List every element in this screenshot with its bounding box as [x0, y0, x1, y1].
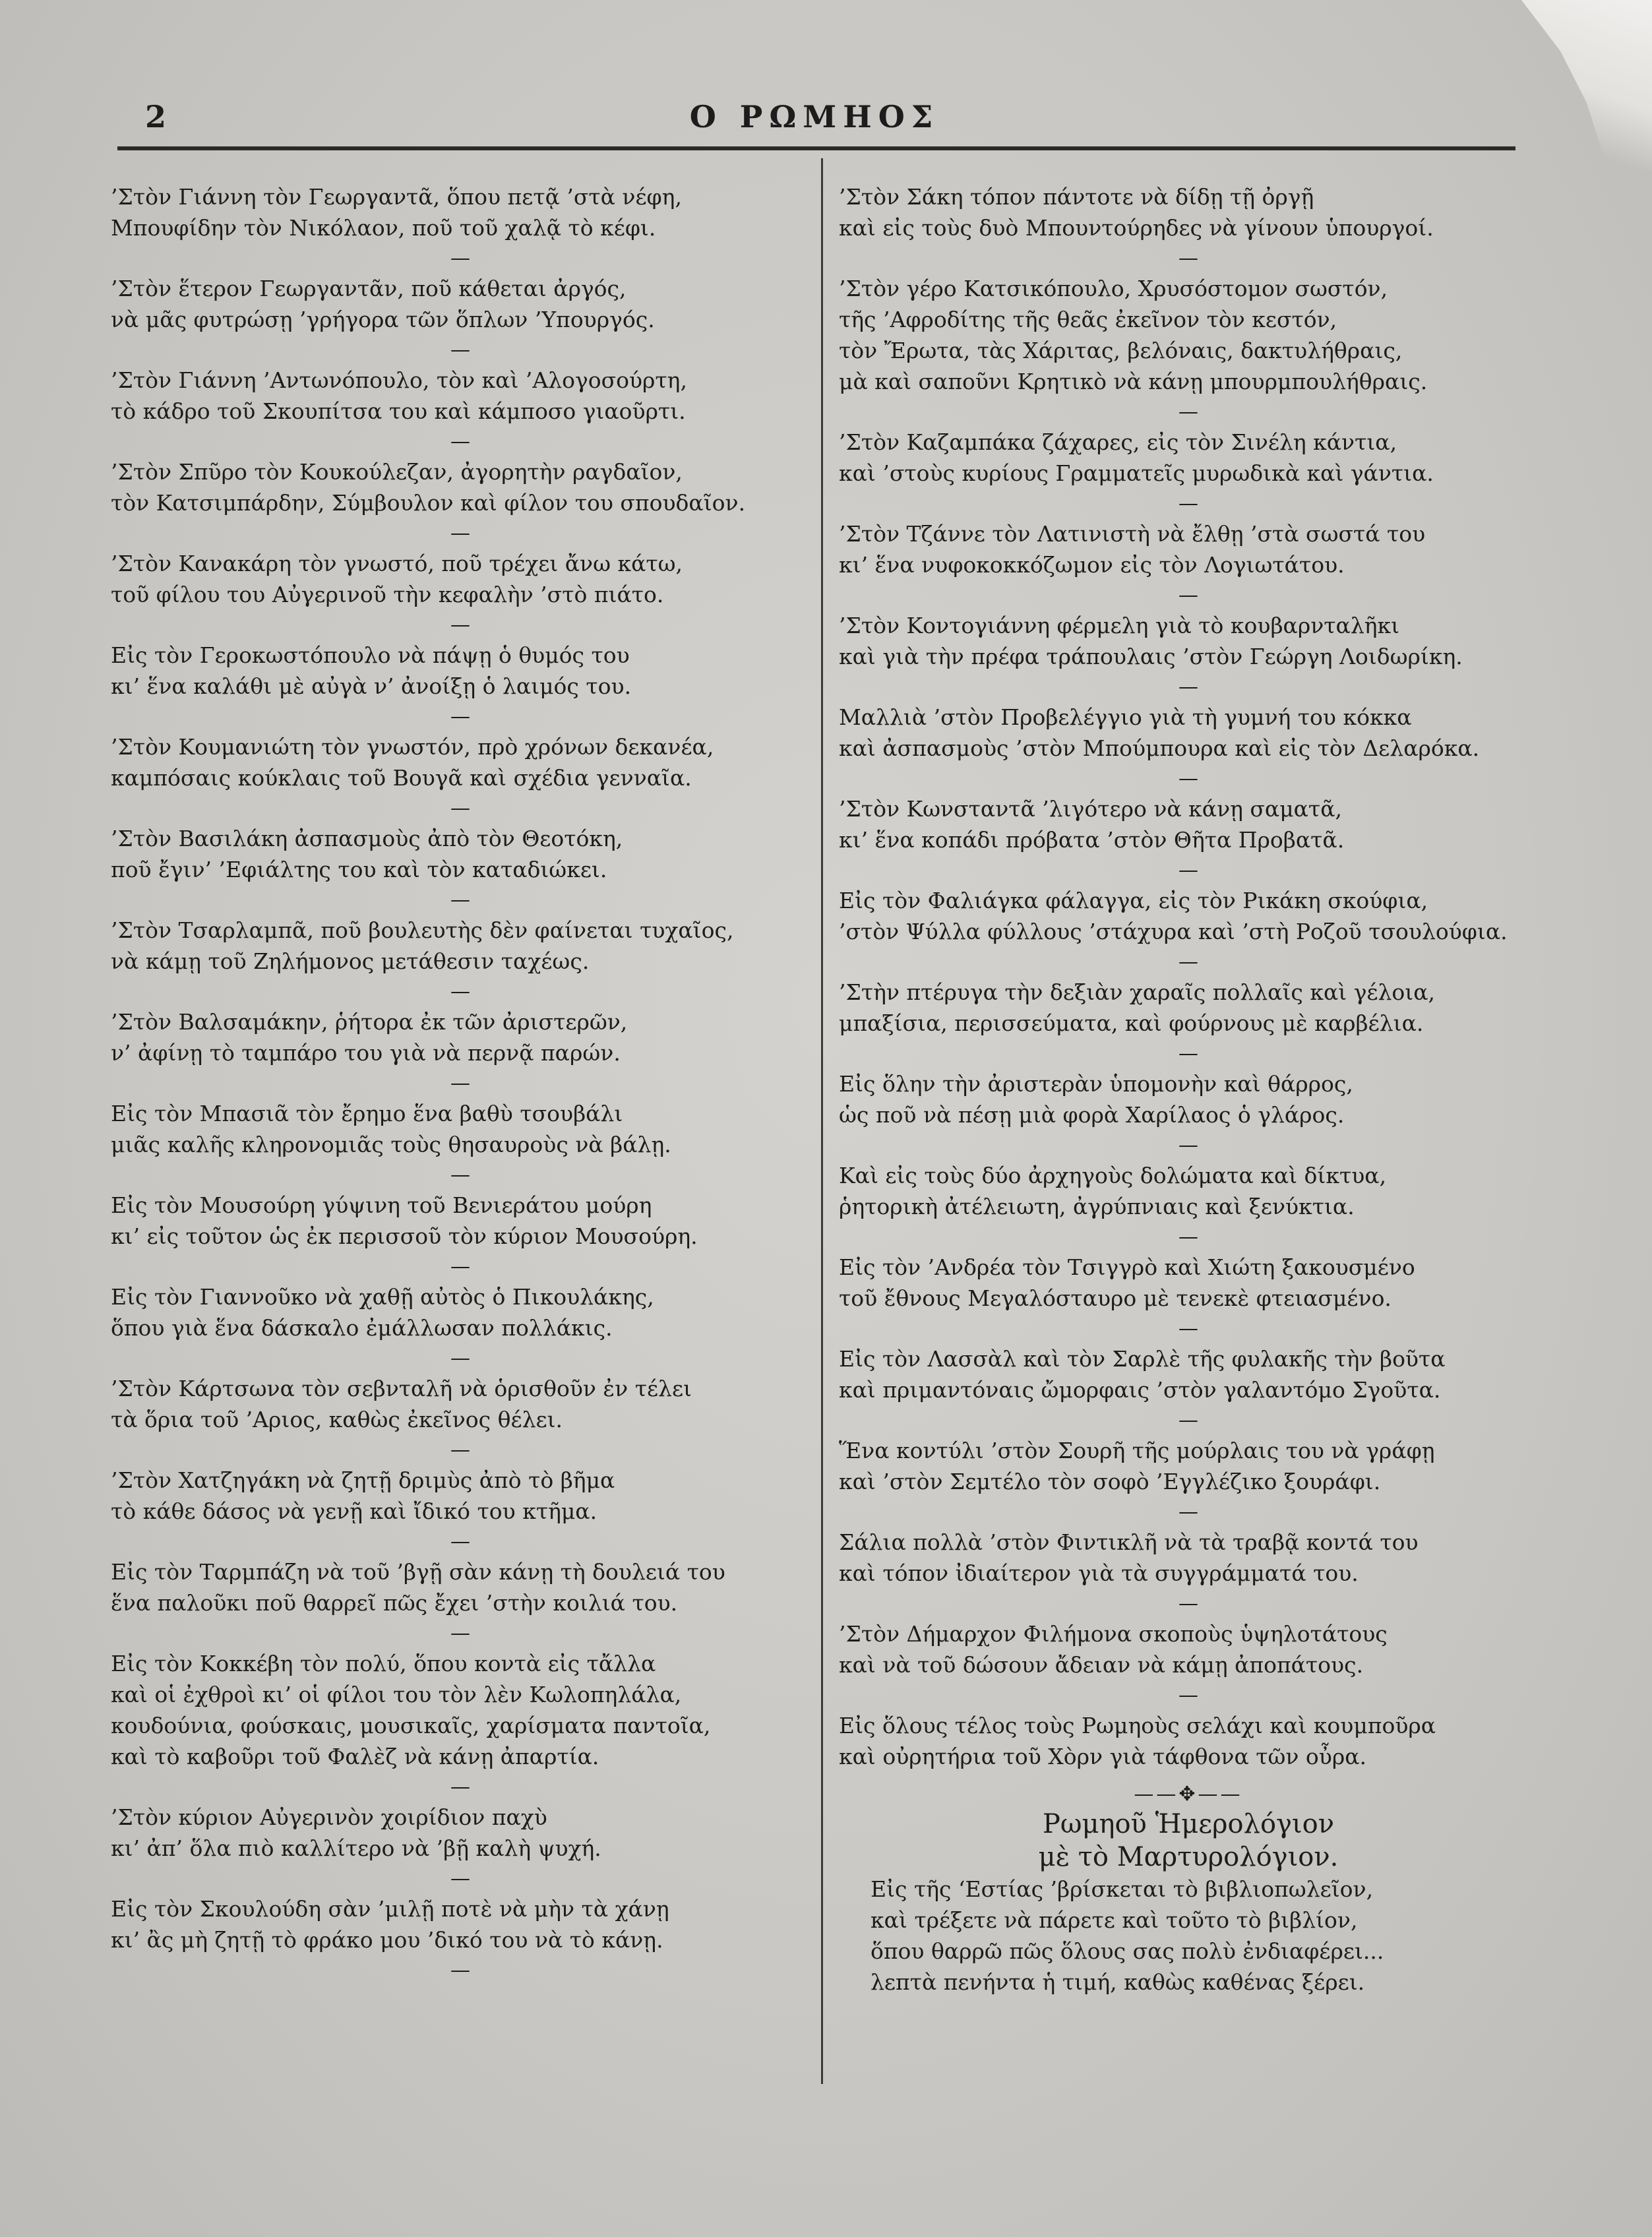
verse-line: Σάλια πολλὰ ’στὸν Φιντικλῆ νὰ τὰ τραβᾷ κοντά του — [839, 1529, 1419, 1555]
verse-line: ν’ ἀφίνῃ τὸ ταμπάρο του γιὰ νὰ περνᾷ παρών. — [111, 1040, 621, 1066]
stanza — [111, 640, 810, 702]
stanza-separator: — — [1178, 584, 1198, 607]
verse-line: κι’ ἕνα καλάθι μὲ αὐγὰ ν’ ἀνοίξῃ ὁ λαιμός του. — [111, 673, 632, 699]
header-rule — [117, 146, 1515, 150]
verse-line: κι’ ἕνα νυφοκοκκόζωμον εἰς τὸν Λογιωτάτου. — [839, 552, 1345, 578]
stanza-separator: — — [1178, 1684, 1198, 1707]
verse-line: ’Στὸν Τζάννε τὸν Λατινιστὴ νὰ ἔλθῃ ’στὰ σωστά του — [839, 521, 1426, 547]
verse-line: Εἰς τὸν Γεροκωστόπουλο νὰ πάψῃ ὁ θυμός του — [111, 642, 630, 668]
stanza — [839, 1527, 1538, 1589]
verse-line: καὶ νὰ τοῦ δώσουν ἄδειαν νὰ κάμῃ ἀποπάτους. — [839, 1652, 1364, 1678]
verse-line: ὡς ποῦ νὰ πέσῃ μιὰ φορὰ Χαρίλαος ὁ γλάρος. — [839, 1102, 1345, 1128]
stanza-separator: — — [450, 1347, 470, 1370]
stanza-separator: — — [450, 613, 470, 636]
verse-line: ’Στὸν Σπῦρο τὸν Κουκούλεζαν, ἀγορητὴν ραγδαῖον, — [111, 459, 683, 485]
torn-corner — [1434, 0, 1652, 171]
stanza-separator: — — [1178, 1592, 1198, 1615]
stanza-separator: — — [450, 1622, 470, 1645]
verse-line: ’Στὸν Κουμανιώτη τὸν γνωστόν, πρὸ χρόνων δεκανέα, — [111, 734, 714, 760]
verse-line: κι’ ἀπ’ ὅλα πιὸ καλλίτερο νὰ ’βῇ καλὴ ψυχή. — [111, 1835, 601, 1861]
ornament-divider: ——✥—— — [1134, 1783, 1243, 1806]
verse-line: τὸ κάδρο τοῦ Σκουπίτσα του καὶ κάμποσο γιαοῦρτι. — [111, 398, 686, 424]
verse-line: Ἕνα κοντύλι ’στὸν Σουρῆ τῆς μούρλαις του νὰ γράφῃ — [839, 1438, 1435, 1463]
stanza — [111, 365, 810, 427]
verse-line: καὶ οὐρητήρια τοῦ Χὸρν γιὰ τάφθονα τῶν οὖρα. — [839, 1744, 1367, 1769]
stanza-separator: — — [450, 980, 470, 1003]
verse-line: καὶ εἰς τοὺς δυὸ Μπουντούρηδες νὰ γίνουν ὑπουργοί. — [839, 215, 1434, 241]
stanza — [111, 1556, 810, 1618]
page-header — [119, 99, 1510, 138]
verse-line: κι’ ἕνα κοπάδι πρόβατα ’στὸν Θῆτα Προβατᾶ. — [839, 827, 1345, 853]
stanza — [839, 610, 1538, 672]
verse-line: Καὶ εἰς τοὺς δύο ἀρχηγοὺς δολώματα καὶ δίκτυα, — [839, 1163, 1387, 1188]
verse-line: καὶ ’στὸν Σεμτέλο τὸν σοφὸ ’Εγγλέζικο ξουράφι. — [839, 1469, 1381, 1494]
stanza-separator: — — [1178, 950, 1198, 973]
stanza-separator: — — [450, 247, 470, 270]
right-column — [839, 181, 1538, 1998]
ad-title: Ρωμηοῦ Ἡμερολόγιον — [1042, 1809, 1335, 1839]
stanza-separator: — — [1178, 247, 1198, 270]
ad-line: καὶ τρέξετε νὰ πάρετε καὶ τοῦτο τὸ βιβλίον, — [871, 1907, 1358, 1933]
verse-line: καμπόσαις κούκλαις τοῦ Βουγᾶ καὶ σχέδια γενναῖα. — [111, 765, 692, 791]
verse-line: ’Στὸν Βαλσαμάκην, ῥήτορα ἐκ τῶν ἀριστερῶν, — [111, 1009, 628, 1035]
verse-line: ’Στὸν Τσαρλαμπᾶ, ποῦ βουλευτὴς δὲν φαίνεται τυχαῖος, — [111, 917, 734, 943]
verse-line: Εἰς τὸν Μπασιᾶ τὸν ἔρημο ἕνα βαθὺ τσουβάλι — [111, 1101, 623, 1126]
verse-line: Εἰς τὸν ’Ανδρέα τὸν Τσιγγρὸ καὶ Χιώτη ξακουσμένο — [839, 1254, 1415, 1280]
almanac-advertisement — [839, 1781, 1538, 1998]
verse-line: ’Στὸν Κοντογιάννη φέρμελη γιὰ τὸ κουβαρνταλῆκι — [839, 613, 1400, 638]
verse-line: τῆς ’Αφροδίτης τῆς θεᾶς ἐκεῖνον τὸν κεστόν, — [839, 307, 1337, 332]
verse-line: Μαλλιὰ ’στὸν Προβελέγγιο γιὰ τὴ γυμνή του κόκκα — [839, 704, 1412, 730]
verse-line: ’Στὸν Χατζηγάκη νὰ ζητῇ δριμὺς ἀπὸ τὸ βῆμα — [111, 1467, 615, 1493]
stanza — [839, 793, 1538, 855]
verse-line: καὶ ’στοὺς κυρίους Γραμματεῖς μυρωδικὰ καὶ γάντια. — [839, 460, 1434, 486]
stanza — [111, 915, 810, 977]
page-number: 2 — [145, 99, 167, 135]
verse-line: κι’ ἂς μὴ ζητῇ τὸ φράκο μου ’δικό του νὰ τὸ κάνῃ. — [111, 1927, 663, 1953]
stanza — [111, 1802, 810, 1864]
stanza — [839, 273, 1538, 397]
stanza-separator: — — [450, 1959, 470, 1982]
ad-title: μὲ τὸ Μαρτυρολόγιον. — [1038, 1842, 1339, 1872]
verse-line: ’Στὸν ἕτερον Γεωργαντᾶν, ποῦ κάθεται ἀργός, — [111, 276, 627, 301]
verse-line: Μπουφίδην τὸν Νικόλαον, ποῦ τοῦ χαλᾷ τὸ κέφι. — [111, 215, 656, 241]
stanza — [111, 731, 810, 793]
verse-line: τὰ ὅρια τοῦ ’Αριος, καθὼς ἐκεῖνος θέλει. — [111, 1407, 563, 1432]
stanza-separator: — — [450, 1867, 470, 1890]
stanza-separator: — — [450, 888, 470, 911]
verse-line: ’Στὸν Σάκη τόπον πάντοτε νὰ δίδῃ τῇ ὀργῇ — [839, 184, 1314, 210]
verse-line: Εἰς τὸν Μουσούρη γύψινη τοῦ Βενιεράτου μούρη — [111, 1192, 652, 1218]
stanza-separator: — — [450, 338, 470, 361]
stanza — [111, 1281, 810, 1343]
verse-line: καὶ πριμαντόναις ὤμορφαις ’στὸν γαλαντόμο Σγοῦτα. — [839, 1377, 1441, 1403]
stanza-separator: — — [450, 1163, 470, 1186]
stanza-separator: — — [1178, 1500, 1198, 1523]
verse-line: ’Στὸν Κανακάρη τὸν γνωστό, ποῦ τρέχει ἄνω κάτω, — [111, 551, 683, 576]
stanza — [111, 1465, 810, 1527]
stanza — [839, 1160, 1538, 1222]
verse-line: ὅπου γιὰ ἕνα δάσκαλο ἐμάλλωσαν πολλάκις. — [111, 1315, 613, 1341]
verse-line: ἕνα παλοῦκι ποῦ θαρρεῖ πῶς ἔχει ’στὴν κοιλιά του. — [111, 1590, 678, 1616]
stanza — [839, 1710, 1538, 1772]
ad-line: ὅπου θαρρῶ πῶς ὅλους σας πολὺ ἐνδιαφέρει... — [871, 1938, 1384, 1964]
stanza-separator: — — [1178, 767, 1198, 790]
verse-line: ’Στὸν Γιάννη ’Αντωνόπουλο, τὸν καὶ ’Αλογοσούρτη, — [111, 367, 687, 393]
stanza — [111, 1648, 810, 1772]
verse-line: κουδούνια, φούσκαις, μουσικαῖς, χαρίσματα παντοῖα, — [111, 1713, 711, 1738]
verse-line: τὸν Κατσιμπάρδην, Σύμβουλον καὶ φίλον του σπουδαῖον. — [111, 490, 746, 516]
stanza-separator: — — [450, 705, 470, 728]
verse-line: ’Στὸν Βασιλάκη ἀσπασμοὺς ἀπὸ τὸν Θεοτόκη, — [111, 826, 623, 851]
verse-line: Εἰς τὸν Κοκκέβη τὸν πολύ, ὅπου κοντὰ εἰς τἄλλα — [111, 1651, 656, 1676]
stanza — [839, 518, 1538, 580]
stanza-separator: — — [450, 1775, 470, 1798]
verse-line: ’Στὸν Γιάννη τὸν Γεωργαντᾶ, ὅπου πετᾷ ’στὰ νέφη, — [111, 184, 682, 210]
verse-line: Εἰς τὸν Φαλιάγκα φάλαγγα, εἰς τὸν Ρικάκη σκούφια, — [839, 888, 1428, 913]
verse-line: νὰ μᾶς φυτρώσῃ ’γρήγορα τῶν ὅπλων ’Υπουργός. — [111, 307, 655, 332]
verse-line: Εἰς τὸν Γιαννοῦκο νὰ χαθῇ αὐτὸς ὁ Πικουλάκης, — [111, 1284, 654, 1310]
verse-line: μιᾶς καλῆς κληρονομιᾶς τοὺς θησαυροὺς νὰ βάλῃ. — [111, 1132, 671, 1157]
verse-line: Εἰς ὅλην τὴν ἀριστερὰν ὑπομονὴν καὶ θάρρος, — [839, 1071, 1353, 1097]
stanza — [839, 702, 1538, 764]
stanza-separator: — — [1178, 859, 1198, 882]
stanza — [111, 548, 810, 610]
verse-line: τοῦ ἔθνους Μεγαλόσταυρο μὲ τενεκὲ φτειασμένο. — [839, 1285, 1392, 1311]
stanza — [111, 1098, 810, 1160]
stanza — [839, 1068, 1538, 1130]
verse-line: τὸν Ἔρωτα, τὰς Χάριτας, βελόναις, δακτυλήθραις, — [839, 338, 1403, 363]
stanza — [839, 977, 1538, 1039]
column-divider — [821, 158, 823, 2084]
stanza-separator: — — [450, 522, 470, 545]
stanza — [111, 456, 810, 518]
verse-line: ’Στὸν Κωνσταντᾶ ’λιγότερο νὰ κάνῃ σαματᾶ, — [839, 796, 1342, 822]
stanza-separator: — — [1178, 1042, 1198, 1065]
verse-line: μπαξίσια, περισσεύματα, καὶ φούρνους μὲ καρβέλια. — [839, 1010, 1424, 1036]
stanza — [111, 1190, 810, 1252]
stanza-separator: — — [450, 1438, 470, 1461]
verse-line: ’Στὸν γέρο Κατσικόπουλο, Χρυσόστομον σωστόν, — [839, 276, 1388, 301]
verse-line: καὶ οἱ ἐχθροὶ κι’ οἱ φίλοι του τὸν λὲν Κωλοπηλάλα, — [111, 1682, 682, 1707]
verse-line: ῥητορικὴ ἀτέλειωτη, ἀγρύπνιαις καὶ ξενύκτια. — [839, 1194, 1355, 1219]
stanza-separator: — — [1178, 1409, 1198, 1432]
verse-line: νὰ κάμῃ τοῦ Ζηλήμονος μετάθεσιν ταχέως. — [111, 948, 590, 974]
verse-line: τοῦ φίλου του Αὐγερινοῦ τὴν κεφαλὴν ’στὸ πιάτο. — [111, 582, 664, 607]
stanza-separator: — — [1178, 1317, 1198, 1340]
stanza — [111, 1373, 810, 1435]
verse-line: ’Στὸν Κάρτσωνα τὸν σεβνταλῆ νὰ ὁρισθοῦν ἐν τέλει — [111, 1376, 692, 1401]
stanza — [111, 1006, 810, 1068]
verse-line: ’στὸν Ψύλλα φύλλους ’στάχυρα καὶ ’στὴ Ροζοῦ τσουλούφια. — [839, 919, 1508, 944]
verse-line: Εἰς τὸν Σκουλούδη σὰν ’μιλῇ ποτὲ νὰ μὴν τὰ χάνῃ — [111, 1896, 669, 1922]
stanza — [111, 181, 810, 243]
stanza — [839, 1343, 1538, 1405]
ad-line: Εἰς τῆς ‘Εστίας ’βρίσκεται τὸ βιβλιοπωλεῖον, — [871, 1876, 1374, 1902]
stanza-separator: — — [1178, 492, 1198, 515]
verse-line: ποῦ ἔγιν’ ’Εφιάλτης του καὶ τὸν καταδιώκει. — [111, 857, 607, 882]
stanza — [839, 427, 1538, 489]
stanza — [839, 1252, 1538, 1314]
stanza-separator: — — [1178, 675, 1198, 698]
stanza-separator: — — [1178, 400, 1198, 423]
stanza-separator: — — [450, 1255, 470, 1278]
verse-line: Εἰς τὸν Λασσὰλ καὶ τὸν Σαρλὲ τῆς φυλακῆς τὴν βοῦτα — [839, 1346, 1446, 1372]
stanza — [111, 823, 810, 885]
stanza-separator: — — [450, 1530, 470, 1553]
stanza-separator: — — [450, 797, 470, 820]
verse-line: καὶ ἀσπασμοὺς ’στὸν Μπούμπουρα καὶ εἰς τὸν Δελαρόκα. — [839, 735, 1480, 761]
verse-line: καὶ τὸ καβοῦρι τοῦ Φαλὲζ νὰ κάνῃ ἀπαρτία. — [111, 1744, 599, 1769]
verse-line: Εἰς ὅλους τέλος τοὺς Ρωμηοὺς σελάχι καὶ κουμποῦρα — [839, 1713, 1436, 1738]
ad-line: λεπτὰ πενήντα ἡ τιμή, καθὼς καθένας ξέρει. — [871, 1969, 1365, 1995]
verse-line: μὰ καὶ σαποῦνι Κρητικὸ νὰ κάνῃ μπουρμπουλήθραις. — [839, 369, 1428, 394]
newspaper-title: Ο ΡΩΜΗΟΣ — [689, 99, 940, 135]
stanza — [839, 885, 1538, 947]
stanza — [111, 273, 810, 335]
verse-line: καὶ τόπον ἰδιαίτερον γιὰ τὰ συγγράμματά του. — [839, 1560, 1359, 1586]
stanza-separator: — — [450, 430, 470, 453]
stanza — [839, 1435, 1538, 1497]
verse-line: τὸ κάθε δάσος νὰ γενῇ καὶ ἴδικό του κτῆμα. — [111, 1498, 597, 1524]
stanza — [839, 181, 1538, 243]
stanza — [111, 1893, 810, 1955]
verse-line: καὶ γιὰ τὴν πρέφα τράπουλαις ’στὸν Γεώργη Λοιδωρίκη. — [839, 644, 1463, 669]
stanza-separator: — — [450, 1072, 470, 1095]
verse-line: ’Στὸν Δήμαρχον Φιλήμονα σκοποὺς ὑψηλοτάτους — [839, 1621, 1388, 1647]
stanza-separator: — — [1178, 1225, 1198, 1248]
verse-line: ’Στὴν πτέρυγα τὴν δεξιὰν χαραῖς πολλαῖς καὶ γέλοια, — [839, 979, 1436, 1005]
verse-line: Εἰς τὸν Ταρμπάζη νὰ τοῦ ’βγῇ σὰν κάνῃ τὴ δουλειά του — [111, 1559, 725, 1585]
verse-line: ’Στὸν Καζαμπάκα ζάχαρες, εἰς τὸν Σινέλη κάντια, — [839, 429, 1397, 455]
ad-body — [871, 1874, 1538, 1998]
left-column — [111, 181, 810, 1985]
verse-line: ’Στὸν κύριον Αὐγερινὸν χοιρίδιον παχὺ — [111, 1804, 547, 1830]
stanza-separator: — — [1178, 1134, 1198, 1157]
verse-line: κι’ εἰς τοῦτον ὡς ἐκ περισσοῦ τὸν κύριον Μουσούρη. — [111, 1223, 698, 1249]
stanza — [839, 1618, 1538, 1680]
